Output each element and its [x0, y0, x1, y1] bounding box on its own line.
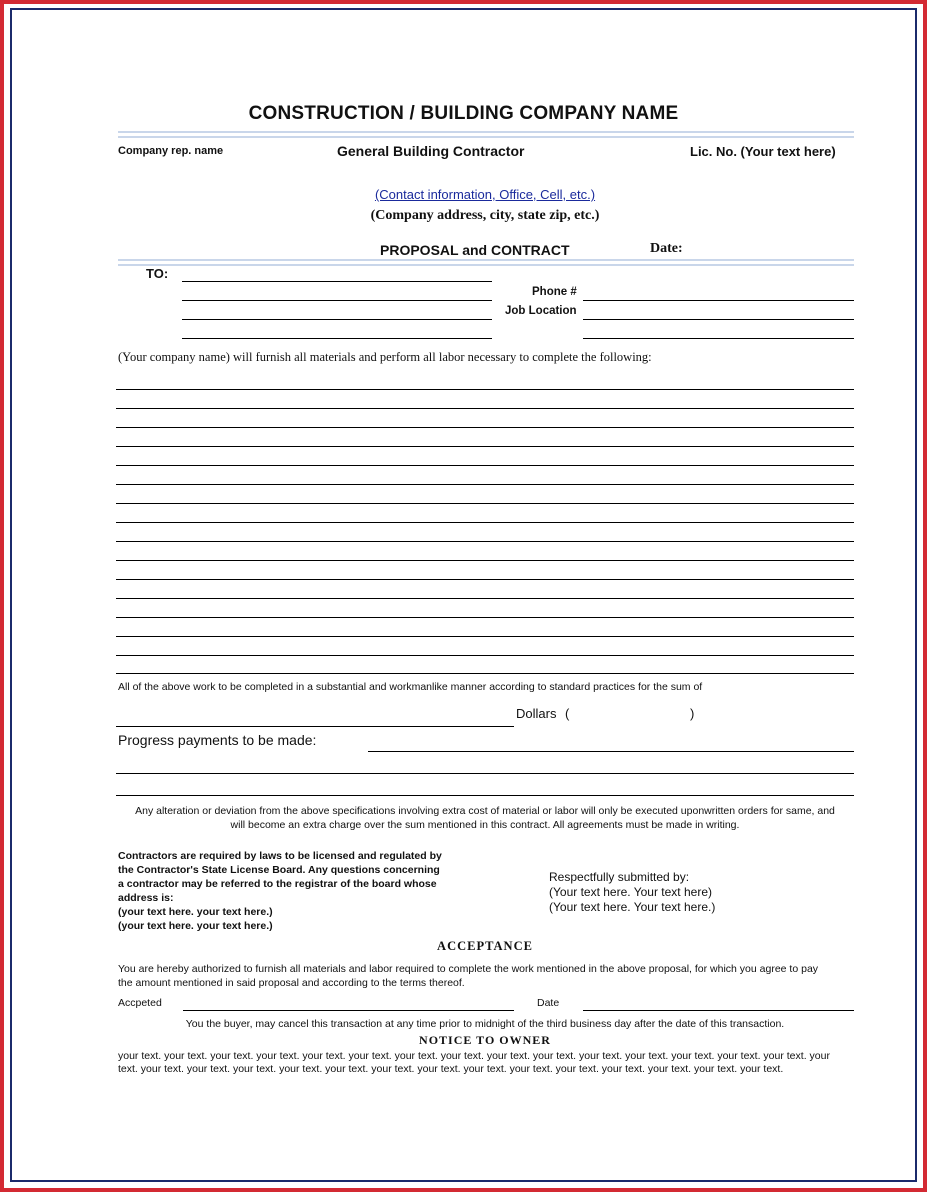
acceptance-text-2: the amount mentioned in said proposal and according to the terms thereof.: [118, 977, 465, 989]
scope-intro: (Your company name) will furnish all materials and perform all labor necessary to complete the following:: [118, 350, 652, 364]
alteration-terms-2: will become an extra charge over the sum mentioned in this contract. All agreements must be made in writing.: [230, 819, 740, 831]
scope-line[interactable]: [116, 522, 854, 523]
company-address: (Company address, city, state zip, etc.): [370, 208, 600, 223]
acceptance-date-line[interactable]: [583, 1010, 854, 1011]
title-rule: [118, 131, 854, 138]
amount-paren-close: ): [690, 706, 695, 721]
acceptance-heading: ACCEPTANCE: [437, 939, 533, 953]
scope-line[interactable]: [116, 541, 854, 542]
company-rep-label: Company rep. name: [118, 145, 224, 157]
company-name-title: CONSTRUCTION / BUILDING COMPANY NAME: [248, 103, 679, 124]
contractor-type: General Building Contractor: [337, 143, 525, 159]
sum-line[interactable]: [116, 726, 514, 727]
scope-line[interactable]: [116, 636, 854, 637]
job-location-line[interactable]: [583, 319, 854, 320]
license-number: Lic. No. (Your text here): [690, 144, 836, 159]
to-label: TO:: [146, 266, 169, 281]
notice-to-owner-heading: NOTICE TO OWNER: [419, 1033, 551, 1047]
progress-line-3[interactable]: [116, 795, 854, 796]
license-notice-line: address is:: [118, 892, 174, 904]
completion-statement: All of the above work to be completed in a substantial and workmanlike manner according to standard practices for the sum of: [118, 681, 703, 693]
to-line-2[interactable]: [182, 300, 492, 301]
progress-line-1[interactable]: [368, 751, 854, 752]
notice-text-2: text. your text. your text. your text. your text. your text. your text. your text. your text. your text. your text. your text. your text. your text. your text.: [118, 1063, 784, 1075]
job-location-line-2[interactable]: [583, 338, 854, 339]
document-title: PROPOSAL and CONTRACT: [380, 242, 570, 258]
progress-line-2[interactable]: [116, 773, 854, 774]
accepted-label: Accpeted: [118, 997, 162, 1009]
submitted-by-line: (Your text here. Your text here): [549, 885, 712, 899]
scope-line[interactable]: [116, 673, 854, 674]
scope-line[interactable]: [116, 446, 854, 447]
header-rule: [118, 259, 854, 266]
submitted-by-line: Respectfully submitted by:: [549, 870, 690, 884]
scope-line[interactable]: [116, 617, 854, 618]
job-location-label: Job Location: [505, 305, 577, 317]
scope-line[interactable]: [116, 579, 854, 580]
phone-line[interactable]: [583, 300, 854, 301]
scope-line[interactable]: [116, 655, 854, 656]
scope-line[interactable]: [116, 598, 854, 599]
scope-line[interactable]: [116, 503, 854, 504]
to-line-1[interactable]: [182, 281, 492, 282]
scope-line[interactable]: [116, 389, 854, 390]
license-notice-line: (your text here. your text here.): [118, 920, 273, 932]
scope-line[interactable]: [116, 465, 854, 466]
scope-line[interactable]: [116, 484, 854, 485]
submitted-by-block: [549, 870, 715, 915]
dollars-label: Dollars: [516, 706, 557, 721]
accepted-signature-line[interactable]: [183, 1010, 514, 1011]
notice-text-1: your text. your text. your text. your text. your text. your text. your text. your text. your text. your text. your text. your text. your text. your text. your text. your: [118, 1050, 830, 1062]
to-line-4[interactable]: [182, 338, 492, 339]
license-notice-line: the Contractor's State License Board. Any questions concerning: [118, 864, 440, 876]
progress-payments-label: Progress payments to be made:: [118, 732, 317, 748]
license-notice: [118, 849, 442, 933]
to-line-3[interactable]: [182, 319, 492, 320]
acceptance-date-label: Date: [537, 997, 560, 1009]
scope-line[interactable]: [116, 427, 854, 428]
phone-label: Phone #: [532, 286, 577, 298]
license-notice-line: Contractors are required by laws to be licensed and regulated by: [118, 850, 442, 862]
license-notice-line: a contractor may be referred to the registrar of the board whose: [118, 878, 437, 890]
submitted-by-line: (Your text here. Your text here.): [549, 900, 716, 914]
license-notice-line: (your text here. your text here.): [118, 906, 273, 918]
contact-info-link[interactable]: (Contact information, Office, Cell, etc.): [374, 187, 596, 202]
amount-paren-open: (: [565, 706, 570, 721]
acceptance-text-1: You are hereby authorized to furnish all materials and labor required to complete the work mentioned in the above proposal, for which you agree to pay: [118, 963, 819, 975]
cancel-notice: You the buyer, may cancel this transaction at any time prior to midnight of the third business day after the date of this transaction.: [185, 1018, 785, 1030]
scope-line[interactable]: [116, 408, 854, 409]
scope-line[interactable]: [116, 560, 854, 561]
alteration-terms-1: Any alteration or deviation from the above specifications involving extra cost of material or labor will only be executed uponwritten orders for same, and: [135, 805, 835, 817]
date-label: Date:: [650, 241, 683, 256]
